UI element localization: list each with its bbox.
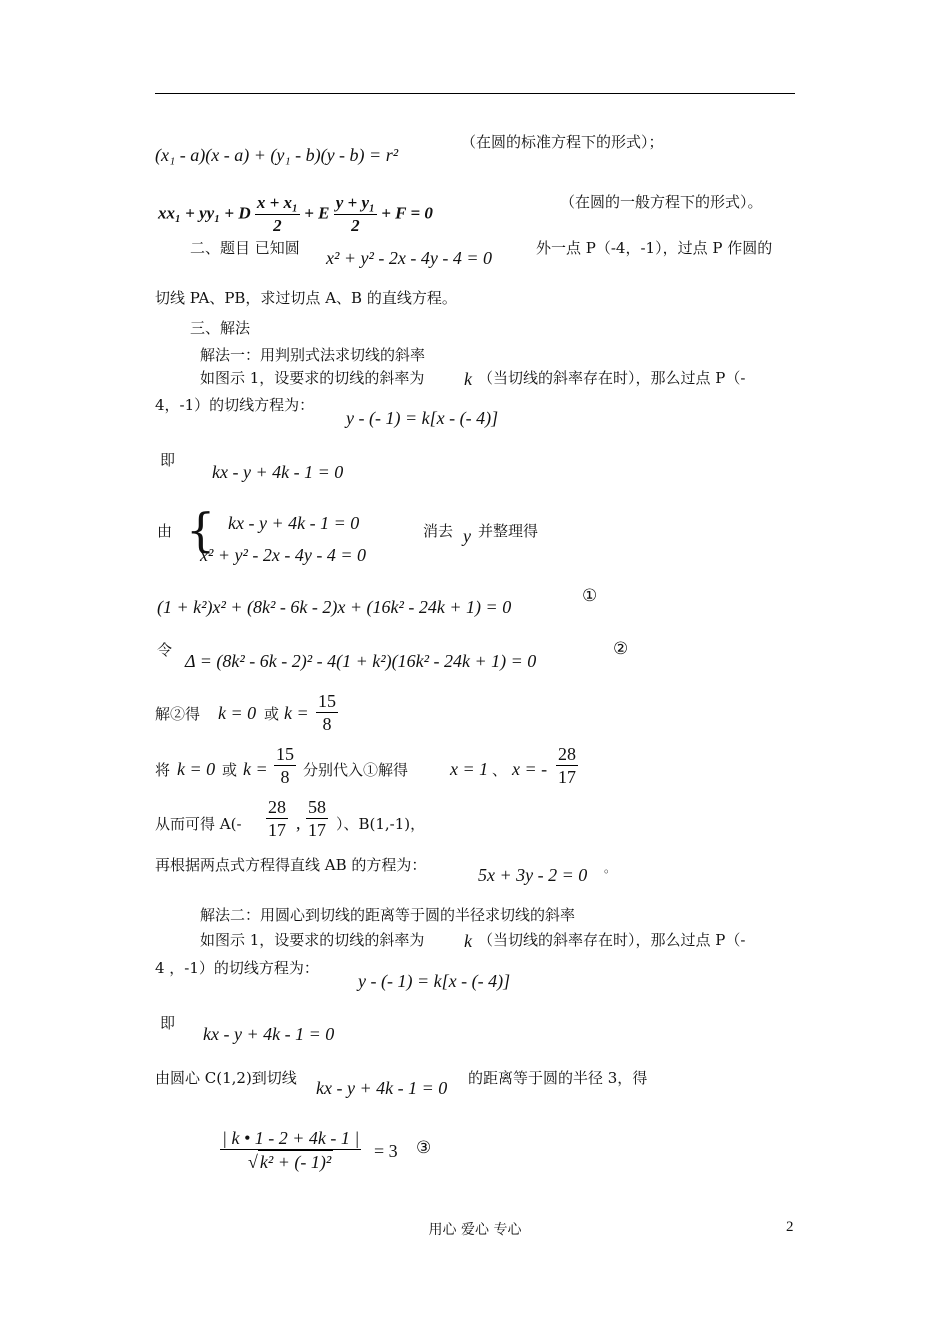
footer-text: 用心 爱心 专心: [428, 1222, 522, 1238]
solve-a: 解②得: [155, 705, 201, 723]
problem-suffix: 外一点 P（-4，-1），过点 P 作圆的: [536, 239, 773, 257]
method1-ling: 令: [157, 641, 173, 659]
sub-a: 将: [155, 761, 171, 779]
points-comma: ,: [296, 813, 301, 833]
ab-line-a: 再根据两点式方程得直线 AB 的方程为：: [155, 856, 427, 874]
problem-prefix: 二、题目 已知圆: [190, 239, 300, 257]
tangent-eq-general: xx₁ + yy₁ + D $\frac{\text{x + x₁}}{2}$ + E $\frac{\text{y + y₁}}{2}$ + F = 0: [158, 193, 433, 235]
method1-you: 由: [157, 522, 173, 540]
page-number: 2: [786, 1219, 794, 1235]
eq-mark-2: ②: [613, 639, 629, 659]
method2-title: 解法二：用圆心到切线的距离等于圆的半径求切线的斜率: [200, 906, 576, 924]
section-solution-heading: 三、解法: [190, 319, 251, 337]
solve-k: k =: [284, 703, 309, 723]
problem-line2: 切线 PA、PB，求过切点 A、B 的直线方程。: [155, 289, 457, 307]
method1-ji: 即: [160, 451, 176, 469]
method2-intro-b: （当切线的斜率存在时），那么过点 P（-: [478, 931, 746, 949]
sub-or: 或: [222, 761, 238, 779]
elim-b: 并整理得: [478, 522, 539, 540]
system-brace: {: [186, 503, 216, 557]
method2-eq-simpl: kx - y + 4k - 1 = 0: [203, 1024, 335, 1044]
method1-title: 解法一：用判别式法求切线的斜率: [200, 346, 426, 364]
method2-k: k: [464, 931, 472, 951]
eq-mark-1: ①: [582, 586, 598, 606]
ab-equation: 5x + 3y - 2 = 0: [478, 865, 588, 885]
dist-b: 的距离等于圆的半径 3，得: [468, 1069, 648, 1087]
sub-b: 分别代入①解得: [303, 761, 409, 779]
tangent-eq-standard: (x₁ - a)(x - a) + (y₁ - b)(y - b) = r²: [155, 145, 399, 165]
distance-fraction: $\frac{| k • 1 - 2 + 4k - 1 |}{\text{√ k² + (- 1)²}}$: [222, 1128, 360, 1172]
method2-intro-c: 4 ，-1）的切线方程为：: [155, 959, 319, 977]
header-rule: [155, 93, 795, 94]
method1-eq-simpl: kx - y + 4k - 1 = 0: [212, 462, 344, 482]
elim-y: y: [463, 526, 471, 546]
ab-dot: 。: [604, 861, 617, 875]
frac-28-17: $\frac{28}{17}$: [558, 744, 576, 787]
tangent-eq-standard-note: （在圆的标准方程下的形式）；: [461, 133, 664, 151]
frac-15-8: $\frac{15}{8}$: [318, 691, 336, 734]
solve-or: 或: [264, 705, 280, 723]
frac-58-17: $\frac{58}{17}$: [308, 797, 326, 840]
method2-eq-line: y - (- 1) = k[x - (- 4)]: [358, 971, 511, 991]
root-x1: x = 1: [450, 759, 489, 779]
points-a: 从而可得 A(-: [155, 815, 242, 833]
sub-frac-15-8: $\frac{15}{8}$: [276, 744, 294, 787]
system-eq2: x² + y² - 2x - 4y - 4 = 0: [200, 545, 367, 565]
method2-ji: 即: [160, 1014, 176, 1032]
method1-intro-b: （当切线的斜率存在时），那么过点 P（-: [478, 369, 746, 387]
eq-discriminant: Δ = (8k² - 6k - 2)² - 4(1 + k²)(16k² - 24k + 1) = 0: [185, 651, 537, 671]
points-b: ）、B(1,-1)，: [336, 815, 426, 833]
method1-intro-a: 如图示 1，设要求的切线的斜率为: [200, 369, 425, 387]
tangent-eq-general-note: （在圆的一般方程下的形式）。: [560, 193, 763, 211]
distance-rhs: = 3: [374, 1141, 398, 1161]
elim-a: 消去: [423, 522, 454, 540]
eq-mark-3: ③: [416, 1138, 432, 1158]
frac-pt-28-17: $\frac{28}{17}$: [268, 797, 286, 840]
eq-quadratic: (1 + k²)x² + (8k² - 6k - 2)x + (16k² - 24k + 1) = 0: [157, 597, 512, 617]
method1-k: k: [464, 369, 472, 389]
system-eq1: kx - y + 4k - 1 = 0: [228, 513, 360, 533]
root-x2: x = -: [512, 759, 548, 779]
root-sep: 、: [492, 761, 508, 779]
method1-intro-c: 4，-1）的切线方程为：: [155, 396, 315, 414]
sub-k0: k = 0: [177, 759, 216, 779]
dist-eq: kx - y + 4k - 1 = 0: [316, 1078, 448, 1098]
sub-k: k =: [243, 759, 268, 779]
method1-eq-line: y - (- 1) = k[x - (- 4)]: [346, 408, 499, 428]
dist-a: 由圆心 C(1,2)到切线: [155, 1069, 297, 1087]
solve-k0: k = 0: [218, 703, 257, 723]
circle-equation: x² + y² - 2x - 4y - 4 = 0: [326, 248, 493, 268]
method2-intro-a: 如图示 1，设要求的切线的斜率为: [200, 931, 425, 949]
